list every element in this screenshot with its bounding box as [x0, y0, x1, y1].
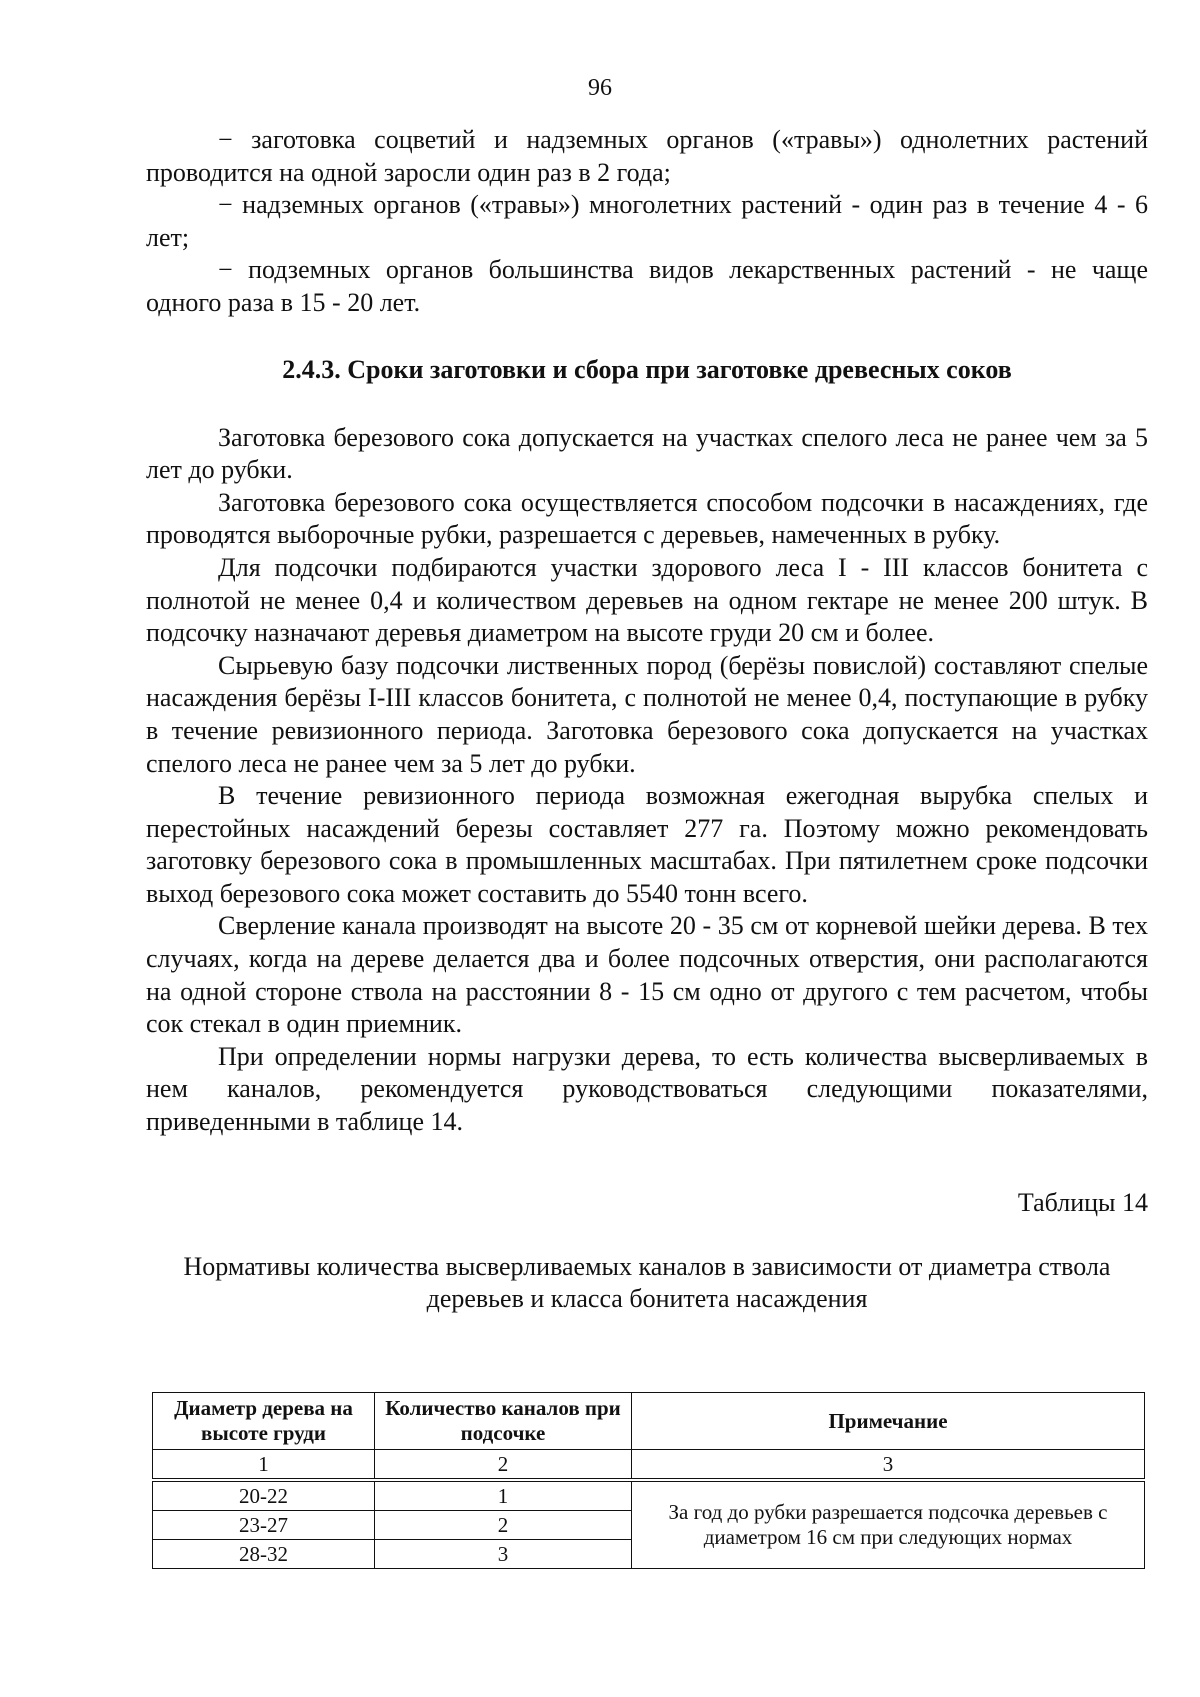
- cell-diameter: 23-27: [153, 1511, 375, 1540]
- table-label: Таблицы 14: [1017, 1187, 1148, 1217]
- norms-table: [152, 1392, 1145, 1569]
- list-item: [146, 254, 1148, 319]
- cell-channels: 1: [375, 1480, 632, 1511]
- paragraph: Сырьевую базу подсочки лиственных пород (берёзы повислой) составляют спелые насаждения берёзы I-III классов бонитета, с полнотой не менее 0,4, поступающие в рубку в течение ревизионного периода. Заготовка березового сока допускается на участках спелого леса не ранее чем за 5 лет до рубки.: [146, 650, 1148, 778]
- list-item: [146, 189, 1148, 254]
- column-number-row: [153, 1450, 1145, 1481]
- column-number: 1: [153, 1450, 375, 1481]
- header-note: Примечание: [632, 1393, 1145, 1450]
- page-number: 96: [588, 75, 612, 101]
- paragraph: Для подсочки подбираются участки здорового леса I - III классов бонитета с полнотой не менее 0,4 и количеством деревьев на одном гектаре не менее 200 штук. В подсочку назначают деревья диаметром на высоте груди 20 см и более.: [146, 552, 1148, 648]
- list-item-text: заготовка соцветий и надземных органов («травы») однолетних растений проводится на одной заросли один раз в 2 года;: [146, 125, 1148, 187]
- table-row: [153, 1480, 1145, 1511]
- list-item: [146, 124, 1148, 189]
- dash-marker: −: [218, 255, 233, 285]
- dash-marker: −: [218, 125, 233, 154]
- table-title: Нормативы количества высверливаемых каналов в зависимости от диаметра ствола деревьев и класса бонитета насаждения: [183, 1251, 1111, 1314]
- section-heading: 2.4.3. Сроки заготовки и сбора при заготовке древесных соков: [282, 354, 1012, 384]
- paragraph: Заготовка березового сока осуществляется способом подсочки в насаждениях, где проводятся выборочные рубки, разрешается с деревьев, намеченных в рубку.: [146, 487, 1148, 550]
- paragraph: В течение ревизионного периода возможная ежегодная вырубка спелых и перестойных насаждений березы составляет 277 га. Поэтому можно рекомендовать заготовку березового сока в промышленных масштабах. При пятилетнем сроке подсочки выход березового сока может составить до 5540 тонн всего.: [146, 781, 1148, 908]
- paragraph: Сверление канала производят на высоте 20 - 35 см от корневой шейки дерева. В тех случаях, когда на дереве делается два и более подсочных отверстия, они располагаются на одной стороне ствола на расстоянии 8 - 15 см одно от другого с тем расчетом, чтобы сок стекал в один приемник.: [146, 911, 1148, 1039]
- header-channels: Количество каналов при подсочке: [375, 1393, 632, 1450]
- table-header-row: [153, 1393, 1145, 1450]
- cell-channels: 2: [375, 1511, 632, 1540]
- list-item-text: подземных органов большинства видов лекарственных растений - не чаще одного раза в 15 - 20 лет.: [146, 255, 1148, 317]
- paragraph: При определении нормы нагрузки дерева, то есть количества высверливаемых в нем каналов, рекомендуется руководствоваться следующими показателями, приведенными в таблице 14.: [146, 1041, 1148, 1137]
- dash-marker: −: [218, 190, 233, 220]
- header-diameter: Диаметр дерева на высоте груди: [153, 1393, 375, 1450]
- cell-diameter: 28-32: [153, 1540, 375, 1569]
- column-number: 3: [632, 1450, 1145, 1481]
- cell-diameter: 20-22: [153, 1480, 375, 1511]
- column-number: 2: [375, 1450, 632, 1481]
- page-body: [146, 124, 1148, 1316]
- list-item-text: надземных органов («травы») многолетних растений - один раз в течение 4 - 6 лет;: [146, 190, 1148, 252]
- cell-note: За год до рубки разрешается подсочка деревьев с диаметром 16 см при следующих нормах: [632, 1480, 1145, 1569]
- cell-channels: 3: [375, 1540, 632, 1569]
- paragraph: Заготовка березового сока допускается на участках спелого леса не ранее чем за 5 лет до рубки.: [146, 422, 1148, 485]
